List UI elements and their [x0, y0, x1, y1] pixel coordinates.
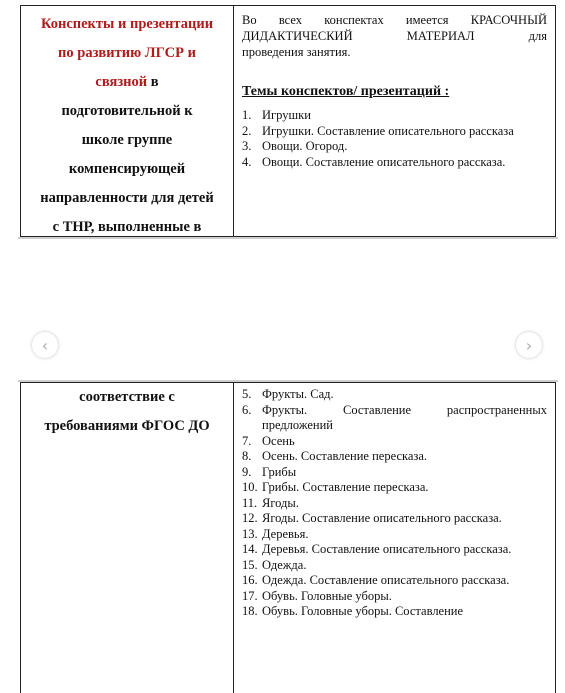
left-line-black-part: в — [147, 74, 159, 90]
left-line — [21, 68, 233, 97]
chevron-left-icon: ‹ — [41, 335, 49, 355]
list-item — [242, 465, 547, 481]
list-item-number: 3. — [242, 139, 252, 153]
list-item-number: 14. — [242, 542, 258, 556]
list-item — [242, 108, 547, 124]
carousel-next-button[interactable] — [516, 332, 542, 358]
list-item-number: 16. — [242, 573, 258, 587]
left-line: соответствие с — [79, 389, 175, 405]
list-item-text: Ягоды. — [262, 495, 299, 510]
list-item-text: Ягоды. Составление описательного рассказа. — [262, 511, 502, 525]
list-item-text: Грибы — [262, 464, 297, 479]
topics-heading: Темы конспектов/ презентаций : — [242, 84, 450, 99]
list-item-number: 10. — [242, 480, 258, 494]
list-item — [242, 387, 547, 403]
list-item-number: 7. — [242, 433, 252, 448]
list-item — [242, 527, 547, 543]
list-item-number: 12. — [242, 511, 258, 525]
left-line: с ТНР, выполненные в — [52, 219, 202, 235]
intro-line-1: Во всех конспектах имеется КРАСОЧНЫЙ — [242, 13, 547, 27]
list-item-text: Деревья. — [262, 526, 309, 541]
list-item-number: 17. — [242, 588, 258, 603]
list-item-number: 13. — [242, 526, 258, 541]
left-line: требованиями ФГОС ДО — [44, 418, 210, 434]
chevron-right-icon: › — [525, 335, 533, 355]
list-item — [242, 511, 547, 527]
intro-line-2: ДИДАКТИЧЕСКИЙ МАТЕРИАЛ для — [242, 29, 547, 43]
list-item-number: 6. — [242, 402, 252, 417]
list-item — [242, 589, 547, 605]
list-item-text: Овощи. Составление описательного рассказа. — [262, 154, 506, 169]
left-line: Конспекты и презентации — [40, 16, 214, 32]
list-item-text: Обувь. Головные уборы. Составление — [262, 604, 464, 618]
left-line: школе группе — [81, 132, 173, 148]
left-cell-text — [21, 6, 233, 242]
list-item — [242, 480, 547, 496]
list-item-text: Осень. Составление пересказа. — [262, 449, 428, 463]
list-item-text: Фрукты. Составление распространенных предложений — [262, 402, 547, 432]
document-table-bottom — [20, 382, 556, 693]
table-right-cell — [234, 6, 555, 236]
topics-list — [242, 108, 547, 170]
intro-line-3: проведения занятия. — [242, 45, 351, 59]
table-left-cell — [21, 383, 234, 693]
list-item-number: 8. — [242, 449, 252, 463]
left-line: направленности для детей — [40, 190, 214, 206]
carousel-gap — [0, 237, 565, 382]
list-item-text: Осень — [262, 433, 295, 448]
table-right-cell — [234, 383, 555, 693]
list-item — [242, 573, 547, 589]
list-item-number: 15. — [242, 557, 258, 572]
list-item — [242, 496, 547, 512]
list-item-number: 1. — [242, 108, 252, 122]
list-item-text: Фрукты. Сад. — [262, 387, 334, 401]
left-line: подготовительной к — [61, 103, 193, 119]
list-item-text: Одежда. — [262, 557, 307, 572]
divider — [18, 237, 558, 239]
list-item — [242, 403, 547, 434]
list-item-text: Обувь. Головные уборы. — [262, 588, 392, 603]
list-item — [242, 542, 547, 558]
list-item-text: Грибы. Составление пересказа. — [262, 480, 429, 494]
left-line: по развитию ЛГСР и — [58, 45, 196, 61]
list-item-number: 2. — [242, 123, 252, 138]
list-item-number: 18. — [242, 604, 258, 618]
list-item-text: Игрушки — [262, 108, 311, 122]
list-item-text: Деревья. Составление описательного рассказа. — [262, 542, 512, 556]
list-item — [242, 558, 547, 574]
list-item — [242, 434, 547, 450]
list-item-number: 11. — [242, 495, 258, 510]
list-item-number: 5. — [242, 387, 252, 401]
left-line: компенсирующей — [68, 161, 186, 177]
list-item-number: 9. — [242, 464, 252, 479]
list-item-text: Овощи. Огород. — [262, 139, 348, 153]
list-item-text: Игрушки. Составление описательного рассказа — [262, 123, 514, 138]
list-item — [242, 604, 547, 620]
list-item-text: Одежда. Составление описательного рассказа. — [262, 573, 510, 587]
list-item-number: 4. — [242, 154, 252, 169]
list-item — [242, 139, 547, 155]
list-item — [242, 124, 547, 140]
document-table-top — [20, 5, 556, 237]
left-line-red-part: связной — [95, 74, 148, 90]
list-item — [242, 449, 547, 465]
table-left-cell — [21, 6, 234, 236]
carousel-prev-button[interactable] — [32, 332, 58, 358]
topics-list — [242, 387, 547, 620]
list-item — [242, 155, 547, 171]
